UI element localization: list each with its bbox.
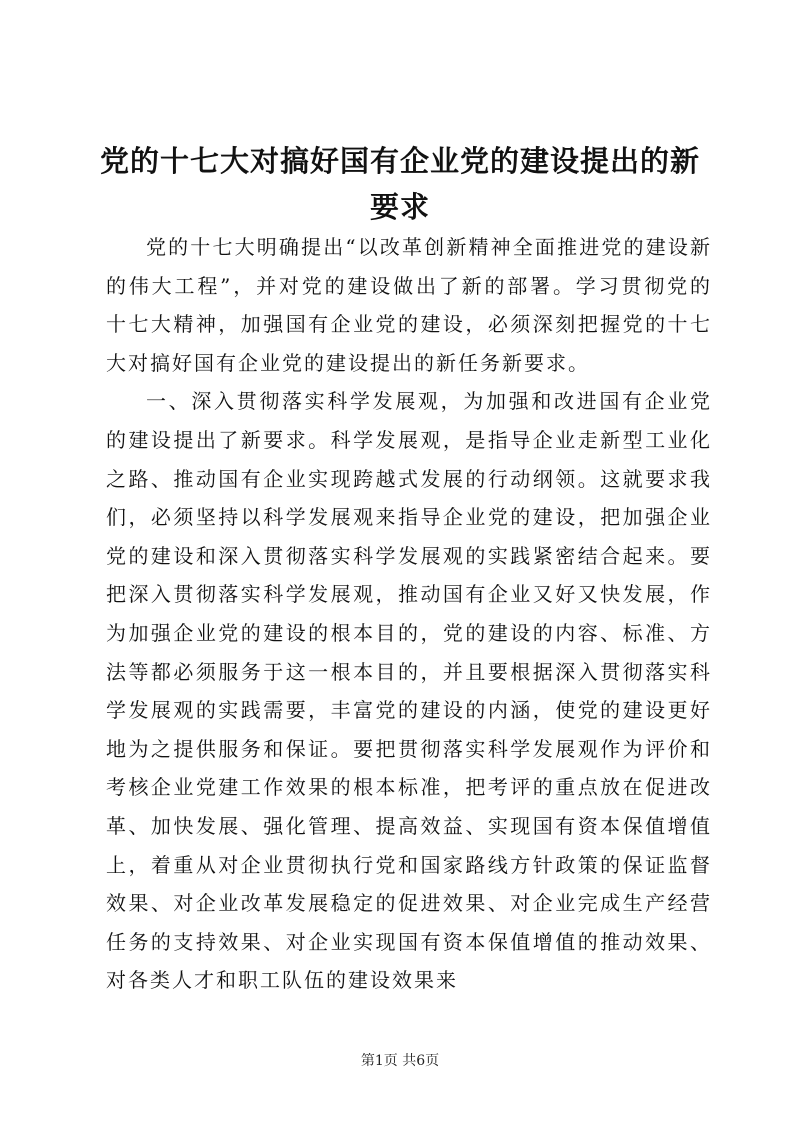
- document-body: [106, 228, 712, 1000]
- page-footer: 第1页 共6页: [360, 1053, 440, 1069]
- document-title: 党的十七大对搞好国有企业党的建设提出的新要求: [100, 144, 701, 224]
- paragraph-section-one: 一、深入贯彻落实科学发展观，为加强和改进国有企业党的建设提出了新要求。科学发展观，是指导企业走新型工业化之路、推动国有企业实现跨越式发展的行动纲领。这就要求我们，必须坚持以科学发展观来指导企业党的建设，把加强企业党的建设和深入贯彻落实科学发展观的实践紧密结合起来。要把深入贯彻落实科学发展观，推动国有企业又好又快发展，作为加强企业党的建设的根本目的，党的建设的内容、标准、方法等都必须服务于这一根本目的，并且要根据深入贯彻落实科学发展观的实践需要，丰富党的建设的内涵，使党的建设更好地为之提供服务和保证。要把贯彻落实科学发展观作为评价和考核企业党建工作效果的根本标准，把考评的重点放在促进改革、加快发展、强化管理、提高效益、实现国有资本保值增值上，着重从对企业贯彻执行党和国家路线方针政策的保证监督效果、对企业改革发展稳定的促进效果、对企业完成生产经营任务的支持效果、对企业实现国有资本保值增值的推动效果、对各类人才和职工队伍的建设效果来: [106, 389, 712, 993]
- paragraph-intro: 党的十七大明确提出“以改革创新精神全面推进党的建设新的伟大工程”，并对党的建设做出了新的部署。学习贯彻党的十七大精神，加强国有企业党的建设，必须深刻把握党的十七大对搞好国有企业党的建设提出的新任务新要求。: [106, 235, 712, 375]
